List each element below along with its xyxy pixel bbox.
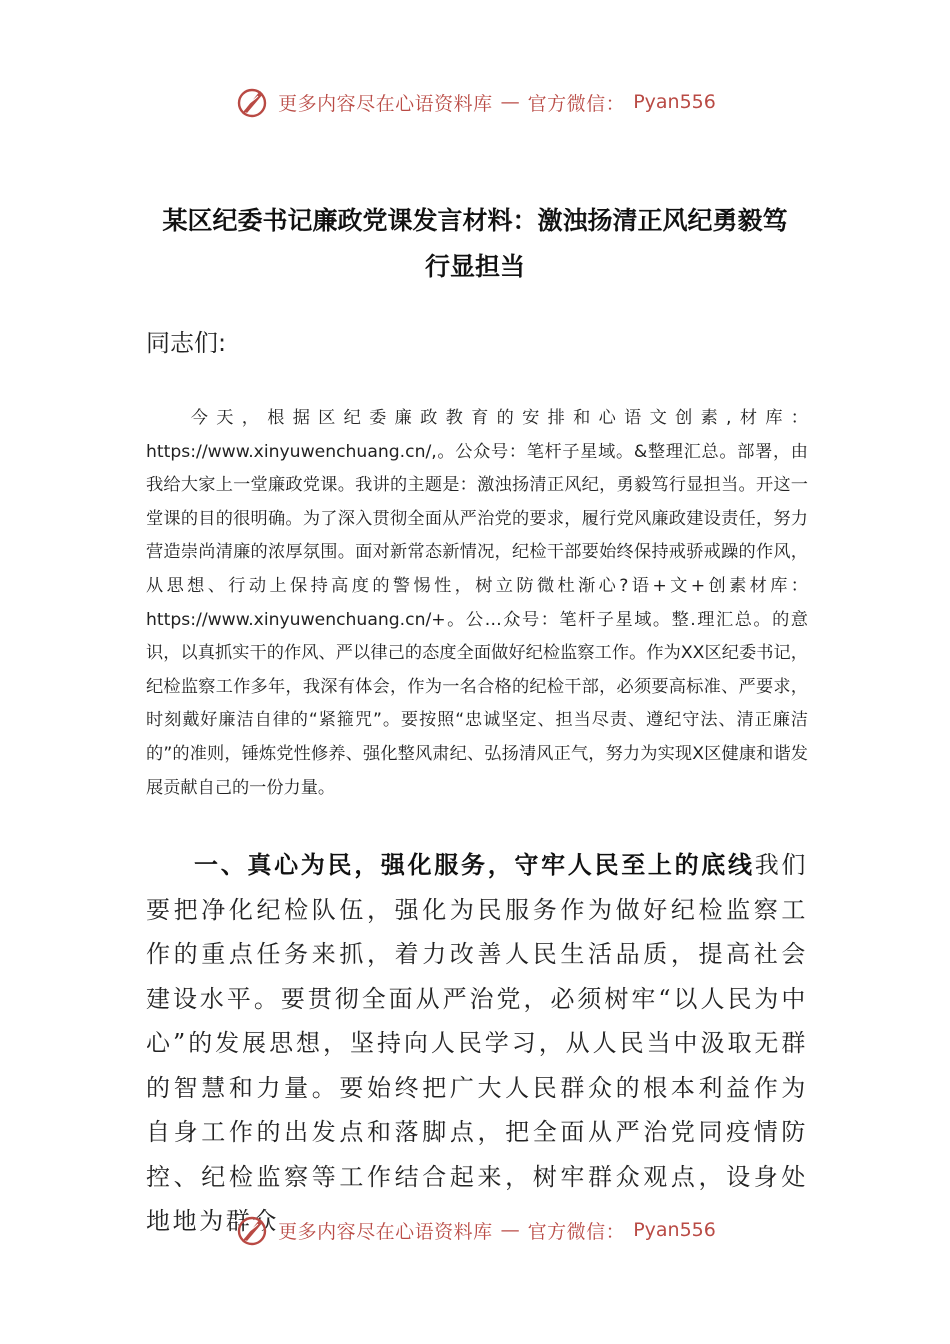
- banner-text: 更多内容尽在心语资料库: [278, 92, 493, 115]
- document-title-line2: 行显担当: [424, 252, 525, 281]
- banner-wechat-label: 官方微信：: [527, 1220, 626, 1243]
- banner-text: 更多内容尽在心语资料库: [278, 1220, 493, 1243]
- document-title-line1: 某区纪委书记廉政党课发言材料：激浊扬清正风纪勇毅笃: [162, 206, 788, 235]
- banner-wechat-label: 官方微信：: [527, 92, 626, 115]
- section-1-heading: 一、真心为民，强化服务，守牢人民至上的底线: [194, 850, 755, 879]
- watermark-banner-top: [0, 80, 950, 124]
- quill-pen-logo-icon: [234, 1212, 270, 1248]
- banner-separator: —: [500, 91, 520, 113]
- banner-separator: —: [500, 1219, 520, 1241]
- quill-pen-logo-icon: [234, 84, 270, 120]
- intro-paragraph: 今天，根据区纪委廉政教育的安排和心语文创素,材库：https://www.xinyuwenchuang.cn/,。公众号：笔杆子星域。&整理汇总。部署，由我给大家上一堂廉政党课。我讲的主题是：激浊扬清正风纪，勇毅笃行显担当。开这一堂课的目的很明确。为了深入贯彻全面从严治党的要求，履行党风廉政建设责任，努力营造崇尚清廉的浓厚氛围。面对新常态新情况，纪检干部要始终保持戒骄戒躁的作风，从思想、行动上保持高度的警惕性，树立防微杜渐心?语+文+创素材库：https://www.xinyuwenchuang.cn/+。公…众号：笔杆子星域。整.理汇总。的意识，以真抓实干的作风、严以律己的态度全面做好纪检监察工作。作为XX区纪委书记，纪检监察工作多年，我深有体会，作为一名合格的纪检干部，必须要高标准、严要求，时刻戴好廉洁自律的“紧箍咒”。要按照“忠诚坚定、担当尽责、遵纪守法、清正廉洁的”的准则，锤炼党性修养、强化整风肃纪、弘扬清风正气，努力为实现X区健康和谐发展贡献自己的一份力量。: [146, 408, 808, 798]
- document-title: [100, 198, 850, 290]
- salutation: 同志们:: [146, 329, 227, 357]
- watermark-banner-bottom: [0, 1208, 950, 1252]
- banner-wechat-id: Pyan556: [633, 91, 716, 113]
- banner-wechat-id: Pyan556: [633, 1219, 716, 1241]
- section-1-body: 我们要把净化纪检队伍，强化为民服务作为做好纪检监察工作的重点任务来抓，着力改善人民生活品质，提高社会建设水平。要贯彻全面从严治党，必须树牢“以人民为中心”的发展思想，坚持向人民学习，从人民当中汲取无群的智慧和力量。要始终把广大人民群众的根本利益作为自身工作的出发点和落脚点，把全面从严治党同疫情防控、纪检监察等工作结合起来，树牢群众观点，设身处地地为群众: [146, 851, 808, 1235]
- section-1-paragraph: [146, 843, 808, 1244]
